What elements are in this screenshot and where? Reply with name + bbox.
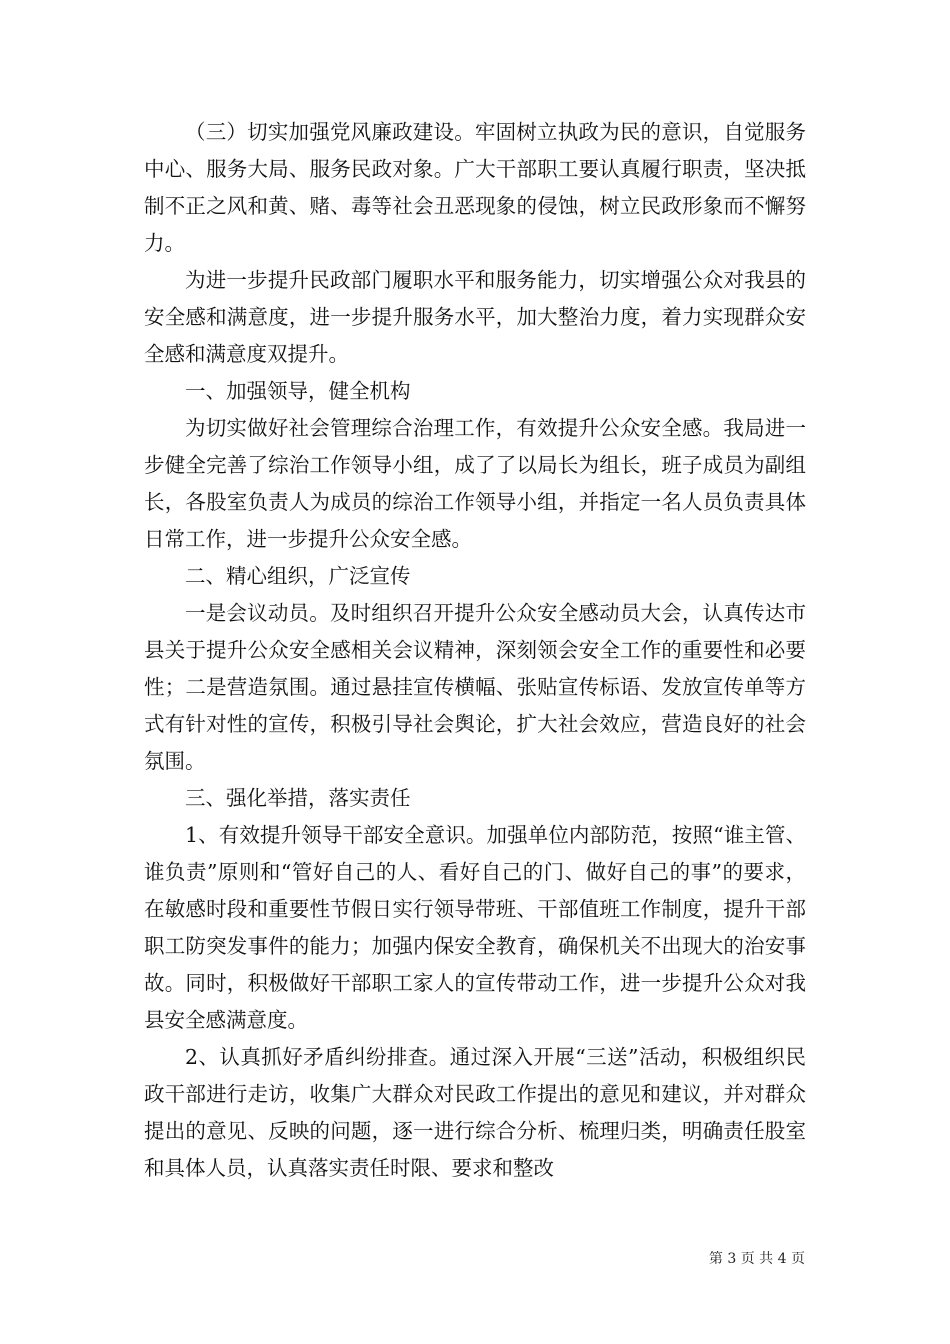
paragraph-intro: 为进一步提升民政部门履职水平和服务能力，切实增强公众对我县的安全感和满意度，进一步提升服务水平，加大整治力度，着力实现群众安全感和满意度双提升。: [144, 268, 806, 366]
paragraph-measure-2: 2、认真抓好矛盾纠纷排查。通过深入开展“三送”活动，积极组织民政干部进行走访，收集广大群众对民政工作提出的意见和建议，并对群众提出的意见、反映的问题，逐一进行综合分析、梳理归类，明确责任股室和具体人员，认真落实责任时限、要求和整改: [144, 1045, 806, 1180]
page-number-footer: 第 3 页 共 4 页: [708, 1251, 805, 1267]
section-heading-3: 三、强化举措，落实责任: [185, 786, 411, 810]
section-heading-2: 二、精心组织，广泛宣传: [185, 564, 411, 588]
paragraph-party-conduct: （三）切实加强党风廉政建设。牢固树立执政为民的意识，自觉服务中心、服务大局、服务民政对象。广大干部职工要认真履行职责，坚决抵制不正之风和黄、赌、毒等社会丑恶现象的侵蚀，树立民政形象而不懈努力。: [144, 120, 806, 255]
document-body: [144, 114, 806, 1187]
paragraph-publicity: 一是会议动员。及时组织召开提升公众安全感动员大会，认真传达市县关于提升公众安全感相关会议精神，深刻领会安全工作的重要性和必要性；二是营造氛围。通过悬挂宣传横幅、张贴宣传标语、发放宣传单等方式有针对性的宣传，积极引导社会舆论，扩大社会效应，营造良好的社会氛围。: [144, 601, 806, 773]
section-heading-1: 一、加强领导，健全机构: [185, 379, 411, 403]
paragraph-leadership: 为切实做好社会管理综合治理工作，有效提升公众安全感。我局进一步健全完善了综治工作领导小组，成了了以局长为组长，班子成员为副组长，各股室负责人为成员的综治工作领导小组，并指定一名人员负责具体日常工作，进一步提升公众安全感。: [144, 416, 806, 551]
paragraph-measure-1: 1、有效提升领导干部安全意识。加强单位内部防范，按照“谁主管、谁负责”原则和“管好自己的人、看好自己的门、做好自己的事”的要求，在敏感时段和重要性节假日实行领导带班、干部值班工作制度，提升干部职工防突发事件的能力；加强内保安全教育，确保机关不出现大的治安事故。同时，积极做好干部职工家人的宣传带动工作，进一步提升公众对我县安全感满意度。: [144, 823, 806, 1032]
